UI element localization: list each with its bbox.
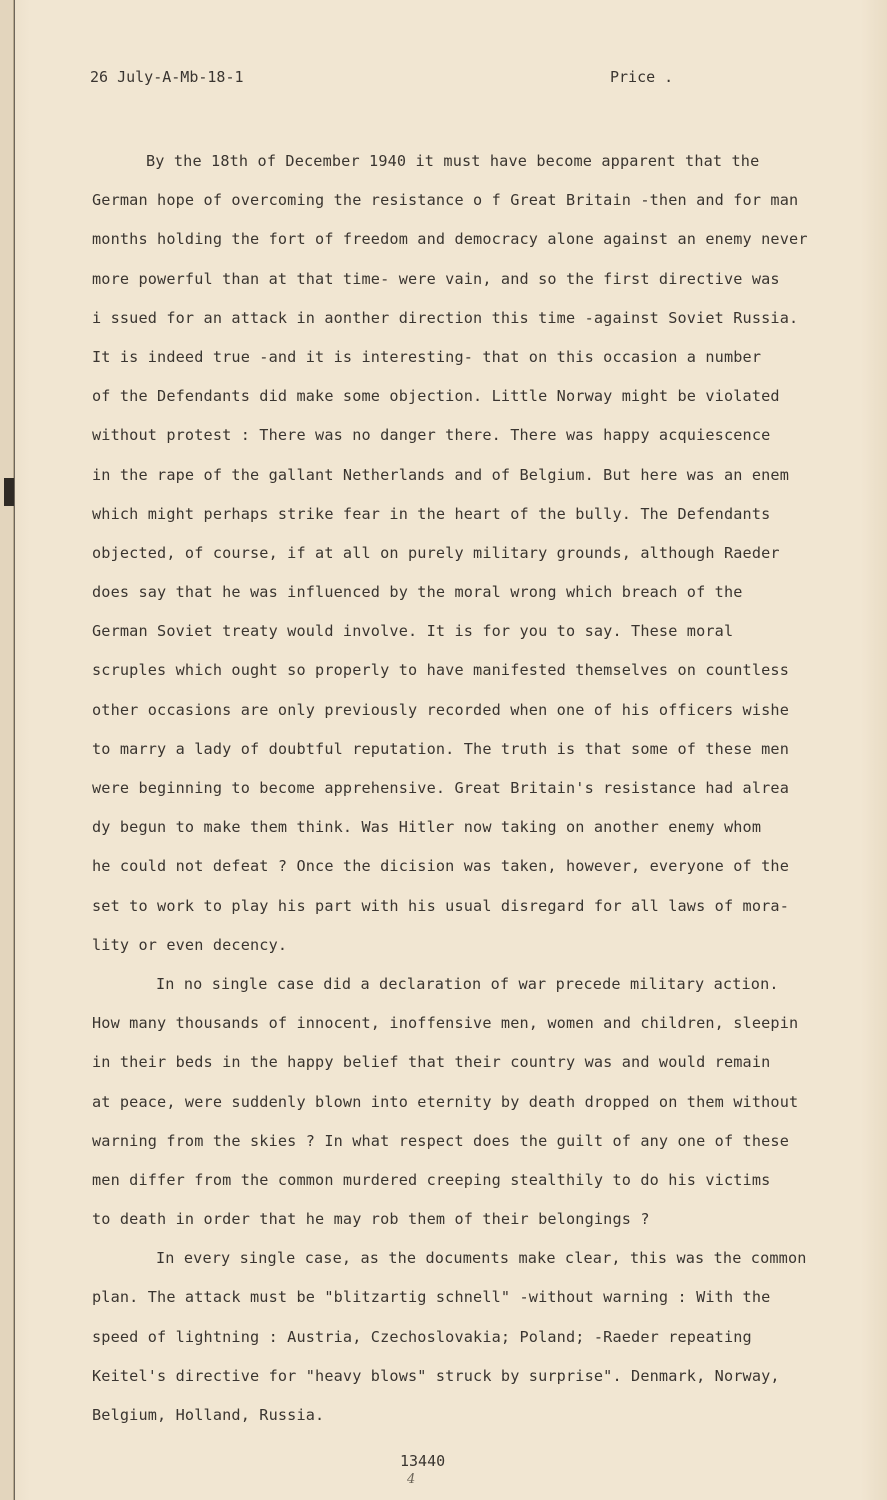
text-line: In every single case, as the documents make clear, this was the common — [156, 1249, 807, 1268]
text-line: months holding the fort of freedom and democracy alone against an enemy never — [92, 230, 808, 249]
text-line: without protest : There was no danger there. There was happy acquiescence — [92, 426, 771, 445]
text-line: speed of lightning : Austria, Czechoslovakia; Poland; -Raeder repeating — [92, 1327, 752, 1346]
binding-mark — [4, 478, 14, 506]
text-line: warning from the skies ? In what respect does the guilt of any one of these — [92, 1131, 790, 1150]
text-line: does say that he was influenced by the moral wrong which breach of the — [92, 583, 743, 602]
text-line: to marry a lady of doubtful reputation. The truth is that some of these men — [92, 739, 790, 758]
text-line: i ssued for an attack in aonther direction this time -against Soviet Russia. — [92, 308, 799, 327]
text-line: other occasions are only previously recorded when one of his officers wishe — [92, 700, 790, 719]
text-line: German Soviet treaty would involve. It is for you to say. These moral — [92, 622, 734, 641]
text-line: men differ from the common murdered creeping stealthily to do his victims — [92, 1170, 771, 1189]
speaker-name: Price . — [610, 68, 674, 86]
handwritten-page-mark: 4 — [407, 1472, 416, 1487]
text-line: Belgium, Holland, Russia. — [92, 1406, 325, 1424]
page-header — [90, 68, 847, 92]
document-reference: 26 July-A-Mb-18-1 — [90, 68, 244, 86]
text-line: of the Defendants did make some objection. Little Norway might be violated — [92, 387, 780, 406]
text-line: Keitel's directive for "heavy blows" struck by surprise". Denmark, Norway, — [92, 1366, 780, 1385]
text-line: scruples which ought so properly to have manifested themselves on countless — [92, 661, 790, 680]
text-line: objected, of course, if at all on purely military grounds, although Raeder — [92, 543, 780, 562]
text-line: to death in order that he may rob them of their belongings ? — [92, 1210, 650, 1229]
torn-left-edge — [0, 0, 15, 1500]
text-line: dy begun to make them think. Was Hitler now taking on another enemy whom — [92, 818, 762, 837]
text-line: set to work to play his part with his usual disregard for all laws of mora- — [92, 896, 790, 915]
text-line: he could not defeat ? Once the dicision was taken, however, everyone of the — [92, 857, 790, 876]
page-number: 13440 — [400, 1452, 446, 1470]
text-line: were beginning to become apprehensive. Great Britain's resistance had alrea — [92, 779, 790, 797]
text-line: How many thousands of innocent, inoffensive men, women and children, sleepin — [92, 1014, 799, 1033]
text-line: By the 18th of December 1940 it must have become apparent that the — [146, 152, 760, 170]
text-line: at peace, were suddenly blown into eternity by death dropped on them without — [92, 1092, 799, 1111]
text-line: In no single case did a declaration of war precede military action. — [156, 974, 779, 993]
text-line: more powerful than at that time- were vain, and so the first directive was — [92, 269, 780, 288]
text-line: in the rape of the gallant Netherlands and of Belgium. But here was an enem — [92, 465, 790, 484]
text-line: lity or even decency. — [92, 935, 288, 954]
text-line: in their beds in the happy belief that their country was and would remain — [92, 1053, 771, 1072]
document-body — [92, 142, 832, 1435]
text-line: German hope of overcoming the resistance o f Great Britain -then and for man — [92, 191, 799, 210]
text-line: plan. The attack must be "blitzartig schnell" -without warning : With the — [92, 1288, 771, 1307]
text-line: which might perhaps strike fear in the heart of the bully. The Defendants — [92, 504, 771, 523]
text-line: It is indeed true -and it is interesting- that on this occasion a number — [92, 347, 762, 366]
